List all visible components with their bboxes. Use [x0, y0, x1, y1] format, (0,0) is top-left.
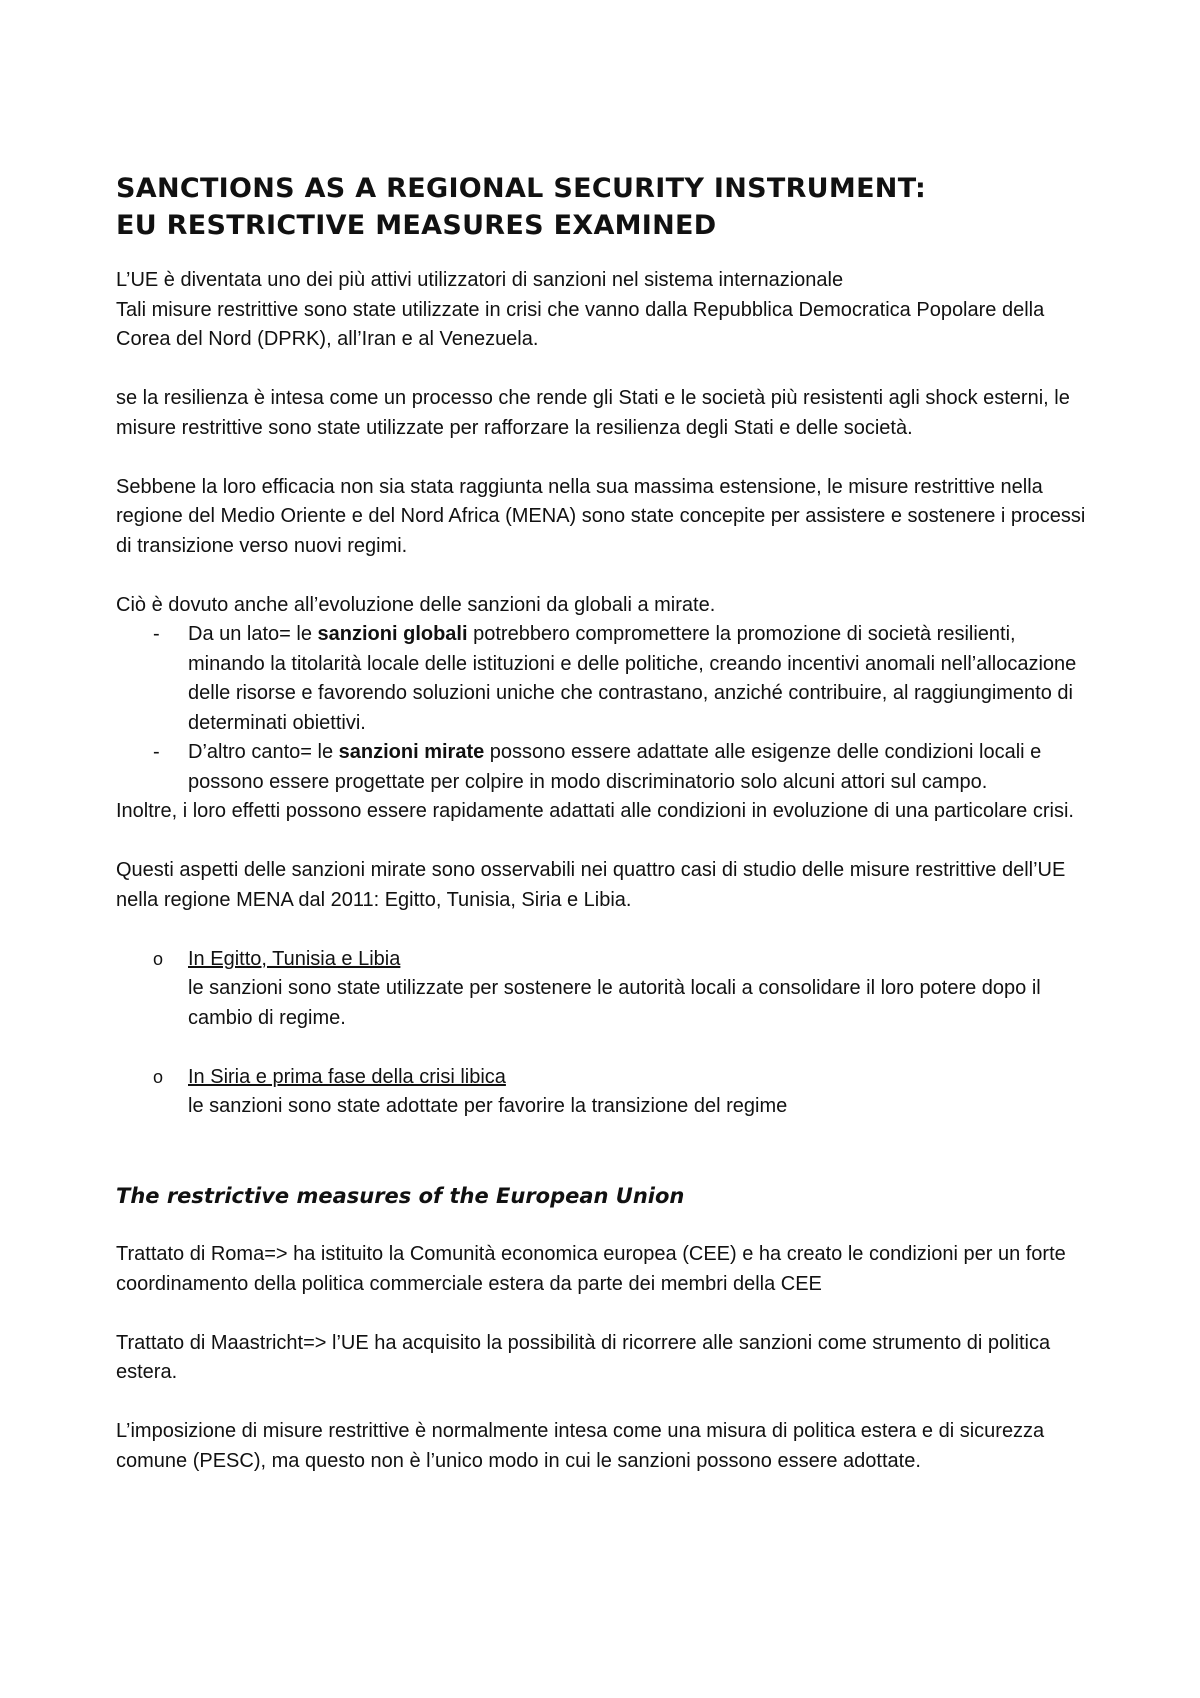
intro-line-1: L’UE è diventata uno dei più attivi utilizzatori di sanzioni nel sistema internazionale — [116, 269, 844, 291]
case-item-syria-libya — [116, 1063, 1090, 1122]
evolution-intro: Ciò è dovuto anche all’evoluzione delle sanzioni da globali a mirate. — [116, 593, 716, 616]
case-text: le sanzioni sono state utilizzate per sostenere le autorità locali a consolidare il loro potere dopo il cambio di regime. — [188, 977, 1041, 1029]
case-item-egypt-tunisia-libya — [116, 945, 1090, 1034]
rome-paragraph: Trattato di Roma=> ha istituito la Comunità economica europea (CEE) e ha creato le condizioni per un forte coordinamento della politica commerciale estera da parte dei membri della CEE — [116, 1243, 1066, 1295]
section-title: The restrictive measures of the European Union — [116, 1183, 685, 1208]
resilience-paragraph: se la resilienza è intesa come un processo che rende gli Stati e le società più resistenti agli shock esterni, le misure restrittive sono state utilizzate per rafforzare la resilienza degli Stati e delle società. — [116, 387, 1070, 439]
list-item-targeted-sanctions: - D’altro canto= le sanzioni mirate possono essere adattate alle esigenze delle condizioni locali e possono essere progettate per colpire in modo discriminatorio solo alcuni attori sul campo. — [116, 738, 1090, 797]
title-line-1: SANCTIONS AS A REGIONAL SECURITY INSTRUMENT: — [116, 173, 927, 204]
case-study-list — [116, 945, 1090, 1122]
case-heading: In Egitto, Tunisia e Libia — [188, 947, 401, 970]
evolution-outro: Inoltre, i loro effetti possono essere rapidamente adattati alle condizioni in evoluzione di una particolare crisi. — [116, 800, 1074, 822]
intro-line-2: Tali misure restrittive sono state utilizzate in crisi che vanno dalla Repubblica Democratica Popolare della Corea del Nord (DPRK), all’Iran e al Venezuela. — [116, 298, 1045, 350]
case-text: le sanzioni sono state adottate per favorire la transizione del regime — [188, 1095, 788, 1117]
circle-bullet-icon: o — [153, 1066, 164, 1087]
case-heading: In Siria e prima fase della crisi libica — [188, 1065, 506, 1088]
bold-term-targeted: sanzioni mirate — [338, 741, 485, 763]
mena-paragraph: Sebbene la loro efficacia non sia stata raggiunta nella sua massima estensione, le misure restrittive nella regione del Medio Oriente e del Nord Africa (MENA) sono state concepite per assistere e sostenere i processi di transizione verso nuovi regimi. — [116, 475, 1086, 557]
document-title — [116, 170, 1090, 244]
cases-intro: Questi aspetti delle sanzioni mirate sono osservabili nei quattro casi di studio delle misure restrittive dell’UE nella regione MENA dal 2011: Egitto, Tunisia, Siria e Libia. — [116, 859, 1066, 911]
title-line-2: EU RESTRICTIVE MEASURES EXAMINED — [116, 210, 717, 241]
list-item-global-sanctions: - Da un lato= le sanzioni globali potrebbero compromettere la promozione di società resilienti, minando la titolarità locale delle istituzioni e delle politiche, creando incentivi anomali nell’allocazione delle risorse e favorendo soluzioni uniche che contrastano, anziché contribuire, al raggiungimento di determinati obiettivi. — [116, 620, 1090, 738]
pesc-paragraph: L’imposizione di misure restrittive è normalmente intesa come una misura di politica estera e di sicurezza comune (PESC), ma questo non è l’unico modo in cui le sanzioni possono essere adottate. — [116, 1420, 1045, 1472]
bold-term-global: sanzioni globali — [317, 623, 468, 645]
circle-bullet-icon: o — [153, 948, 164, 969]
sanctions-type-list — [116, 620, 1090, 797]
dash-marker: - — [153, 741, 160, 763]
dash-marker: - — [153, 623, 160, 645]
maastricht-paragraph: Trattato di Maastricht=> l’UE ha acquisito la possibilità di ricorrere alle sanzioni come strumento di politica estera. — [116, 1331, 1051, 1383]
